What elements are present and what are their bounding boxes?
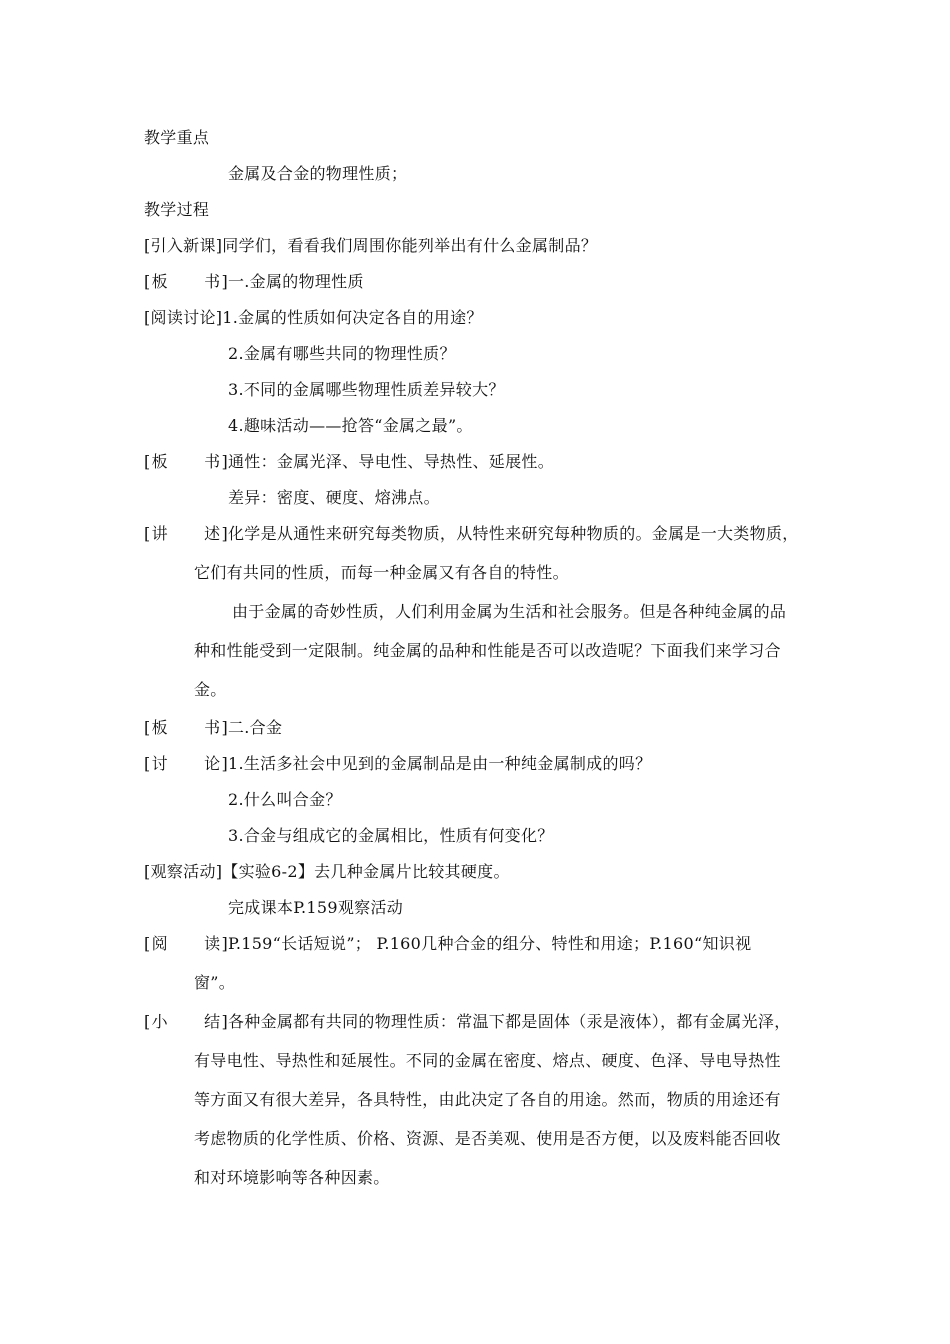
teaching-focus-content: 金属及合金的物理性质； [228, 164, 408, 183]
lecture-line-5: 金。 [194, 680, 227, 699]
summary-tag: [小 结] [144, 1012, 228, 1031]
reading-question-1: 1.金属的性质如何决定各自的用途？ [222, 308, 483, 327]
discussion-question-2: 2.什么叫合金？ [228, 790, 342, 809]
lecture-line-1 [144, 524, 799, 544]
summary-line-4: 考虑物质的化学性质、价格、资源、是否美观、使用是否方便，以及废料能否回收 [194, 1129, 781, 1148]
intro-line: [引入新课]同学们，看看我们周围你能列举出有什么金属制品？ [144, 236, 598, 255]
board-tag: [板 书] [144, 718, 228, 737]
teaching-focus-heading: 教学重点 [144, 128, 210, 147]
lecture-line-3: 由于金属的奇妙性质，人们利用金属为生活和社会服务。但是各种纯金属的品 [232, 602, 787, 621]
summary-line-1 [144, 1012, 791, 1032]
discussion-question-1: 1.生活多社会中见到的金属制品是由一种纯金属制成的吗？ [228, 754, 652, 773]
board-text: 一.金属的物理性质 [228, 272, 364, 291]
reading-question-3: 3.不同的金属哪些物理性质差异较大？ [228, 380, 505, 399]
reading-assign-tag: [阅 读] [144, 934, 228, 953]
board-difference: 差异：密度、硬度、熔沸点。 [228, 488, 440, 507]
reading-question-2: 2.金属有哪些共同的物理性质？ [228, 344, 456, 363]
summary-line-5: 和对环境影响等各种因素。 [194, 1168, 390, 1187]
lecture-line-2: 它们有共同的性质，而每一种金属又有各自的特性。 [194, 563, 569, 582]
reading-discussion-line [144, 308, 483, 328]
discussion-question-3: 3.合金与组成它的金属相比，性质有何变化？ [228, 826, 554, 845]
reading-line-2: 窗”。 [194, 973, 236, 992]
board-line-3 [144, 718, 282, 738]
board-tag: [板 书] [144, 272, 228, 291]
lecture-line-4: 种和性能受到一定限制。纯金属的品种和性能是否可以改造呢？下面我们来学习合 [194, 641, 781, 660]
summary-line-3: 等方面又有很大差异，各具特性，由此决定了各自的用途。然而，物质的用途还有 [194, 1090, 781, 1109]
discussion-line-1 [144, 754, 651, 774]
reading-question-4: 4.趣味活动——抢答“金属之最”。 [228, 416, 473, 435]
lecture-tag: [讲 述] [144, 524, 228, 543]
discussion-tag: [讨 论] [144, 754, 228, 773]
summary-text: 各种金属都有共同的物理性质：常温下都是固体（汞是液体），都有金属光泽， [228, 1012, 791, 1031]
board-text: 通性：金属光泽、导电性、导热性、延展性。 [228, 452, 555, 471]
reading-line-1 [144, 934, 751, 954]
board-tag: [板 书] [144, 452, 228, 471]
board-line-1 [144, 272, 364, 292]
board-text: 二.合金 [228, 718, 283, 737]
reading-tag: [阅读讨论] [144, 308, 223, 327]
board-line-2 [144, 452, 554, 472]
summary-line-2: 有导电性、导热性和延展性。不同的金属在密度、熔点、硬度、色泽、导电导热性 [194, 1051, 781, 1070]
observation-line: [观察活动]【实验6-2】去几种金属片比较其硬度。 [144, 862, 510, 881]
lecture-text: 化学是从通性来研究每类物质，从特性来研究每种物质的。金属是一大类物质， [228, 524, 799, 543]
teaching-process-heading: 教学过程 [144, 200, 210, 219]
observation-complete: 完成课本P.159观察活动 [228, 898, 404, 917]
reading-assign-text: P.159“长话短说”； P.160几种合金的组分、特性和用途；P.160“知识视 [228, 934, 752, 953]
